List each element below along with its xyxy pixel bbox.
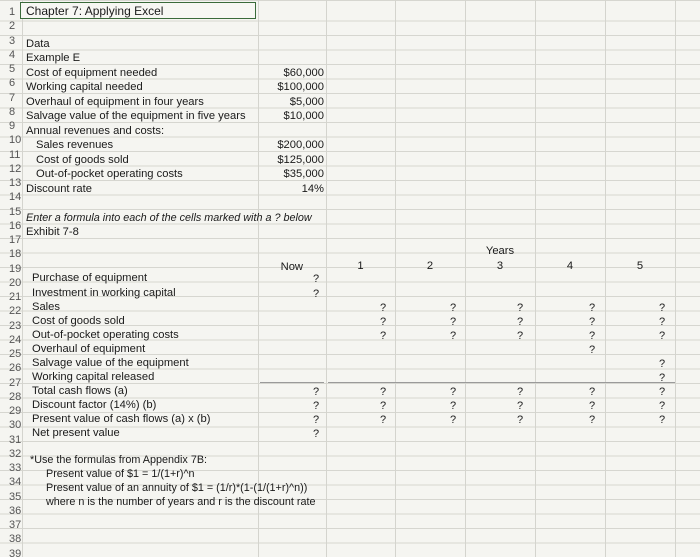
- label-purchase[interactable]: Purchase of equipment: [32, 272, 148, 284]
- value-working-capital[interactable]: $100,000: [277, 81, 324, 93]
- row-header[interactable]: 34: [9, 476, 22, 488]
- formula-cell-y5-row26[interactable]: ?: [658, 372, 666, 384]
- value-sales[interactable]: $200,000: [277, 139, 324, 151]
- header-year-2[interactable]: 2: [426, 260, 434, 272]
- label-investment-wc[interactable]: Investment in working capital: [32, 287, 176, 299]
- note-appendix[interactable]: *Use the formulas from Appendix 7B:: [30, 454, 208, 466]
- formula-cell-y1-row22[interactable]: ?: [379, 316, 387, 328]
- formula-cell-y1-row27[interactable]: ?: [379, 386, 387, 398]
- formula-cell-y4-row24[interactable]: ?: [588, 344, 596, 356]
- row-header[interactable]: 16: [9, 220, 22, 232]
- row-header[interactable]: 25: [9, 348, 22, 360]
- label-discount-rate[interactable]: Discount rate: [26, 183, 92, 195]
- row-header[interactable]: 29: [9, 405, 22, 417]
- label-discount-factor[interactable]: Discount factor (14%) (b): [32, 399, 157, 411]
- label-overhaul[interactable]: Overhaul of equipment in four years: [26, 96, 204, 108]
- row-header[interactable]: 2: [9, 20, 16, 32]
- header-year-3[interactable]: 3: [496, 260, 504, 272]
- formula-cell-y4-row23[interactable]: ?: [588, 330, 596, 342]
- header-year-5[interactable]: 5: [636, 260, 644, 272]
- formula-cell-now-row19[interactable]: ?: [312, 273, 320, 285]
- label-overhaul-2[interactable]: Overhaul of equipment: [32, 343, 146, 355]
- formula-cell-y2-row23[interactable]: ?: [449, 330, 457, 342]
- row-header[interactable]: 12: [9, 163, 22, 175]
- value-overhaul[interactable]: $5,000: [289, 96, 324, 108]
- label-pv[interactable]: Present value of cash flows (a) x (b): [32, 413, 211, 425]
- formula-cell-now-row27[interactable]: ?: [312, 386, 320, 398]
- value-cogs[interactable]: $125,000: [277, 154, 324, 166]
- row-header[interactable]: 1: [9, 6, 16, 18]
- formula-cell-y2-row21[interactable]: ?: [449, 302, 457, 314]
- label-sales-revenues[interactable]: Sales revenues: [36, 139, 114, 151]
- header-now[interactable]: Now: [280, 261, 303, 273]
- header-year-1[interactable]: 1: [357, 260, 364, 272]
- formula-cell-now-row29[interactable]: ?: [312, 414, 320, 426]
- row-header[interactable]: 20: [9, 277, 22, 289]
- row-header[interactable]: 22: [9, 305, 22, 317]
- row-header[interactable]: 32: [9, 448, 22, 460]
- formula-cell-y2-row27[interactable]: ?: [449, 386, 457, 398]
- sheet-title[interactable]: Chapter 7: Applying Excel: [26, 4, 164, 18]
- formula-cell-now-row30[interactable]: ?: [312, 428, 320, 440]
- row-header[interactable]: 30: [9, 419, 22, 431]
- row-header[interactable]: 11: [9, 149, 21, 161]
- row-header[interactable]: 21: [9, 291, 22, 303]
- note-definition[interactable]: where n is the number of years and r is the discount rate: [46, 496, 316, 508]
- row-header[interactable]: 8: [9, 106, 16, 118]
- row-header[interactable]: 10: [9, 134, 22, 146]
- row-header[interactable]: 33: [9, 462, 22, 474]
- label-total-cash[interactable]: Total cash flows (a): [32, 385, 128, 397]
- row-header[interactable]: 26: [9, 362, 22, 374]
- label-cost-equipment[interactable]: Cost of equipment needed: [26, 67, 158, 79]
- row-header[interactable]: 31: [9, 434, 22, 446]
- total-separator: [260, 382, 324, 383]
- row-header[interactable]: 7: [9, 92, 16, 104]
- formula-cell-y2-row22[interactable]: ?: [449, 316, 457, 328]
- label-data[interactable]: Data: [26, 38, 50, 50]
- value-cost-equipment[interactable]: $60,000: [283, 67, 324, 79]
- formula-cell-y4-row21[interactable]: ?: [588, 302, 596, 314]
- label-npv[interactable]: Net present value: [32, 427, 120, 439]
- formula-cell-y4-row27[interactable]: ?: [588, 386, 596, 398]
- formula-cell-now-row20[interactable]: ?: [312, 288, 320, 300]
- formula-cell-now-row28[interactable]: ?: [312, 400, 320, 412]
- row-header[interactable]: 3: [9, 35, 16, 47]
- formula-cell-y5-row25[interactable]: ?: [658, 358, 666, 370]
- note-pv-single[interactable]: Present value of $1 = 1/(1+r)^n: [46, 468, 195, 480]
- label-oop[interactable]: Out-of-pocket operating costs: [36, 168, 183, 180]
- formula-cell-y3-row23[interactable]: ?: [516, 330, 524, 342]
- row-header[interactable]: 15: [9, 206, 22, 218]
- row-header[interactable]: 24: [9, 334, 22, 346]
- row-header[interactable]: 23: [9, 320, 22, 332]
- formula-cell-y3-row21[interactable]: ?: [516, 302, 524, 314]
- formula-cell-y3-row28[interactable]: ?: [516, 400, 524, 412]
- label-working-capital[interactable]: Working capital needed: [26, 81, 143, 93]
- header-year-4[interactable]: 4: [566, 260, 574, 272]
- formula-cell-y4-row22[interactable]: ?: [588, 316, 596, 328]
- row-header[interactable]: 38: [9, 533, 22, 545]
- formula-cell-y5-row21[interactable]: ?: [658, 302, 666, 314]
- value-salvage[interactable]: $10,000: [283, 110, 324, 122]
- formula-cell-y2-row28[interactable]: ?: [449, 400, 457, 412]
- row-header[interactable]: 39: [9, 548, 22, 557]
- label-example[interactable]: Example E: [26, 52, 81, 64]
- row-header[interactable]: 17: [9, 234, 22, 246]
- value-oop[interactable]: $35,000: [283, 168, 324, 180]
- formula-cell-y3-row29[interactable]: ?: [516, 414, 524, 426]
- note-pv-annuity[interactable]: Present value of an annuity of $1 = (1/r)*(1-(1/(1+r)^n)): [46, 482, 308, 494]
- instruction-text[interactable]: Enter a formula into each of the cells marked with a ? below: [26, 212, 312, 224]
- formula-cell-y5-row23[interactable]: ?: [658, 330, 666, 342]
- label-oop-2[interactable]: Out-of-pocket operating costs: [32, 329, 179, 341]
- formula-cell-y2-row29[interactable]: ?: [449, 414, 457, 426]
- row-header[interactable]: 35: [9, 491, 22, 503]
- header-years[interactable]: Years: [485, 245, 515, 257]
- formula-cell-y1-row29[interactable]: ?: [379, 414, 387, 426]
- formula-cell-y5-row22[interactable]: ?: [658, 316, 666, 328]
- row-header[interactable]: 4: [9, 49, 16, 61]
- formula-cell-y5-row28[interactable]: ?: [658, 400, 666, 412]
- label-exhibit[interactable]: Exhibit 7-8: [26, 226, 79, 238]
- formula-cell-y5-row29[interactable]: ?: [658, 414, 666, 426]
- row-header[interactable]: 27: [9, 377, 22, 389]
- formula-cell-y1-row23[interactable]: ?: [379, 330, 387, 342]
- label-cogs-2[interactable]: Cost of goods sold: [32, 315, 125, 327]
- row-header[interactable]: 19: [9, 263, 22, 275]
- label-sales[interactable]: Sales: [32, 301, 60, 313]
- formula-cell-y3-row22[interactable]: ?: [516, 316, 524, 328]
- value-discount-rate[interactable]: 14%: [301, 183, 324, 195]
- formula-cell-y4-row28[interactable]: ?: [588, 400, 596, 412]
- formula-cell-y5-row27[interactable]: ?: [658, 386, 666, 398]
- label-cogs[interactable]: Cost of goods sold: [36, 154, 129, 166]
- row-header[interactable]: 37: [9, 519, 22, 531]
- formula-cell-y1-row21[interactable]: ?: [379, 302, 387, 314]
- label-wc-released[interactable]: Working capital released: [32, 371, 155, 383]
- row-header[interactable]: 13: [9, 177, 22, 189]
- formula-cell-y1-row28[interactable]: ?: [379, 400, 387, 412]
- formula-cell-y3-row27[interactable]: ?: [516, 386, 524, 398]
- total-separator-years: [328, 382, 675, 383]
- formula-cell-y4-row29[interactable]: ?: [588, 414, 596, 426]
- row-header[interactable]: 36: [9, 505, 22, 517]
- row-header[interactable]: 18: [9, 248, 22, 260]
- row-header[interactable]: 6: [9, 77, 16, 89]
- row-header[interactable]: 28: [9, 391, 22, 403]
- row-header[interactable]: 14: [9, 191, 22, 203]
- label-salvage[interactable]: Salvage value of the equipment in five years: [26, 110, 246, 122]
- label-annual[interactable]: Annual revenues and costs:: [26, 125, 165, 137]
- row-header[interactable]: 9: [9, 120, 16, 132]
- label-salvage-2[interactable]: Salvage value of the equipment: [32, 357, 189, 369]
- row-header[interactable]: 5: [9, 63, 16, 75]
